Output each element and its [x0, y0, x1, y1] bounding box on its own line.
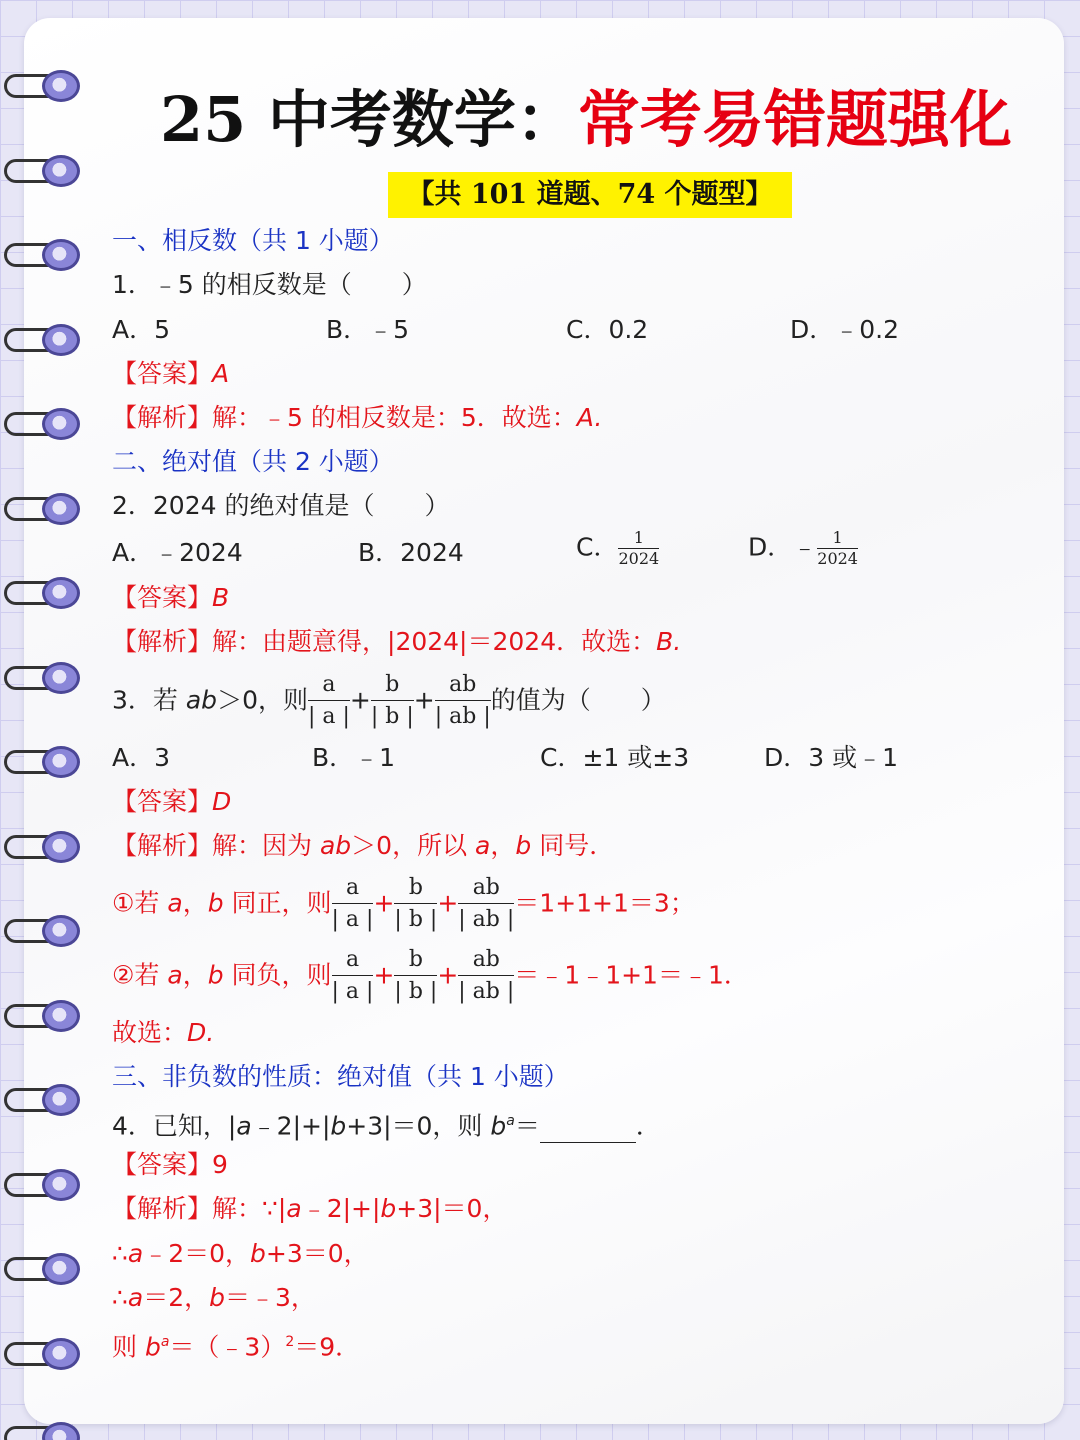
- q3-case-negative: ②若 a，b 同负，则 $\frac{a}{| a |}$ + $\frac{b}{| b |}$ + $\frac{ab}{| ab |}$ ＝﹣1﹣1+1＝﹣1．: [112, 945, 749, 1008]
- binding-ring: [4, 404, 84, 444]
- q4-analysis-2: ∴a﹣2＝0，b+3＝0，: [112, 1239, 369, 1268]
- binding-ring: [4, 1418, 84, 1440]
- q4-stem: 4．已知，|a﹣2|+|b+3|＝0，则 $b^a=$ ．: [112, 1104, 661, 1143]
- q1-option-d: D．﹣0.2: [790, 315, 900, 344]
- binding-ring: [4, 658, 84, 698]
- q3-fraction-ab: $\frac{ab}{| ab |}$: [434, 672, 491, 729]
- q2-option-c: C． $\frac{1}{2024}$: [576, 528, 660, 568]
- binding-ring: [4, 151, 84, 191]
- section-heading-2: 二、绝对值（共 2 小题）: [112, 447, 394, 476]
- q3-option-d: D．3 或﹣1: [764, 743, 899, 772]
- binding-ring: [4, 1249, 84, 1289]
- question-count-banner: 【共 101 道题、74 个题型】: [388, 172, 792, 218]
- q3-answer: 【答案】D: [112, 787, 232, 816]
- q3-fraction-b: $\frac{b}{| b |}$: [370, 672, 414, 729]
- binding-ring: [4, 66, 84, 106]
- case1-fraction-ab: $\frac{ab}{| ab |}$: [458, 875, 515, 932]
- page-title: [160, 84, 1012, 156]
- q4-analysis-3: ∴a＝2，b＝﹣3，: [112, 1283, 316, 1312]
- binding-ring: [4, 1080, 84, 1120]
- case2-fraction-ab: $\frac{ab}{| ab |}$: [458, 947, 515, 1004]
- q2-d-fraction: $\frac{1}{2024}$: [817, 528, 858, 568]
- binding-ring: [4, 1334, 84, 1374]
- case2-fraction-a: $\frac{a}{| a |}$: [331, 947, 374, 1004]
- q3-stem: 3．若 ab＞0，则 $\frac{a}{| a |}$ + $\frac{b}{| b |}$ + $\frac{ab}{| ab |}$ 的值为（ ）: [112, 670, 666, 733]
- q4-analysis-4: 则 $b^a=(﹣3)^2=9$．: [112, 1332, 361, 1362]
- q1-option-c: C．0.2: [566, 315, 649, 344]
- q4-analysis-1: 【解析】解：∵|a﹣2|+|b+3|＝0，: [112, 1194, 508, 1223]
- binding-ring: [4, 489, 84, 529]
- title-red: 常考易错题强化: [577, 83, 1012, 156]
- binding-ring: [4, 996, 84, 1036]
- case2-fraction-b: $\frac{b}{| b |}$: [394, 947, 438, 1004]
- q1-stem: 1．﹣5 的相反数是（ ）: [112, 270, 427, 299]
- binding-ring: [4, 573, 84, 613]
- case1-fraction-a: $\frac{a}{| a |}$: [331, 875, 374, 932]
- q3-option-a: A．3: [112, 743, 171, 772]
- q2-c-fraction: $\frac{1}{2024}$: [618, 528, 660, 568]
- q2-option-d: D．﹣ $\frac{1}{2024}$: [748, 528, 858, 568]
- case1-fraction-b: $\frac{b}{| b |}$: [394, 875, 438, 932]
- binding-ring: [4, 320, 84, 360]
- q1-option-a: A．5: [112, 315, 171, 344]
- q1-option-b: B．﹣5: [326, 315, 410, 344]
- q2-option-a: A．﹣2024: [112, 538, 243, 567]
- section-heading-1: 一、相反数（共 1 小题）: [112, 226, 394, 255]
- title-black: 25 中考数学：: [160, 83, 578, 156]
- binding-ring: [4, 1165, 84, 1205]
- q2-option-b: B．2024: [358, 538, 464, 567]
- binding-ring: [4, 827, 84, 867]
- q3-analysis: 【解析】解：因为 ab＞0，所以 a，b 同号．: [112, 831, 615, 860]
- q3-option-c: C．±1 或±3: [540, 743, 690, 772]
- q3-fraction-a: $\frac{a}{| a |}$: [307, 672, 350, 729]
- binding-ring: [4, 742, 84, 782]
- q2-answer: 【答案】B: [112, 583, 230, 612]
- q2-stem: 2．2024 的绝对值是（ ）: [112, 491, 450, 520]
- binding-ring: [4, 911, 84, 951]
- q3-case-positive: ①若 a，b 同正，则 $\frac{a}{| a |}$ + $\frac{b}{| b |}$ + $\frac{ab}{| ab |}$ ＝1+1+1＝3；: [112, 873, 695, 936]
- binding-ring: [4, 235, 84, 275]
- answer-blank: [540, 1117, 636, 1143]
- section-heading-3: 三、非负数的性质：绝对值（共 1 小题）: [112, 1062, 569, 1091]
- q3-option-b: B．﹣1: [312, 743, 396, 772]
- q2-analysis: 【解析】解：由题意得，|2024|＝2024．故选：B.: [112, 627, 682, 656]
- q4-answer: 【答案】9: [112, 1150, 228, 1179]
- q1-analysis: 【解析】解：﹣5 的相反数是：5．故选：A.: [112, 403, 603, 432]
- q3-conclusion: 故选：D.: [112, 1018, 215, 1047]
- q1-answer: 【答案】A: [112, 359, 230, 388]
